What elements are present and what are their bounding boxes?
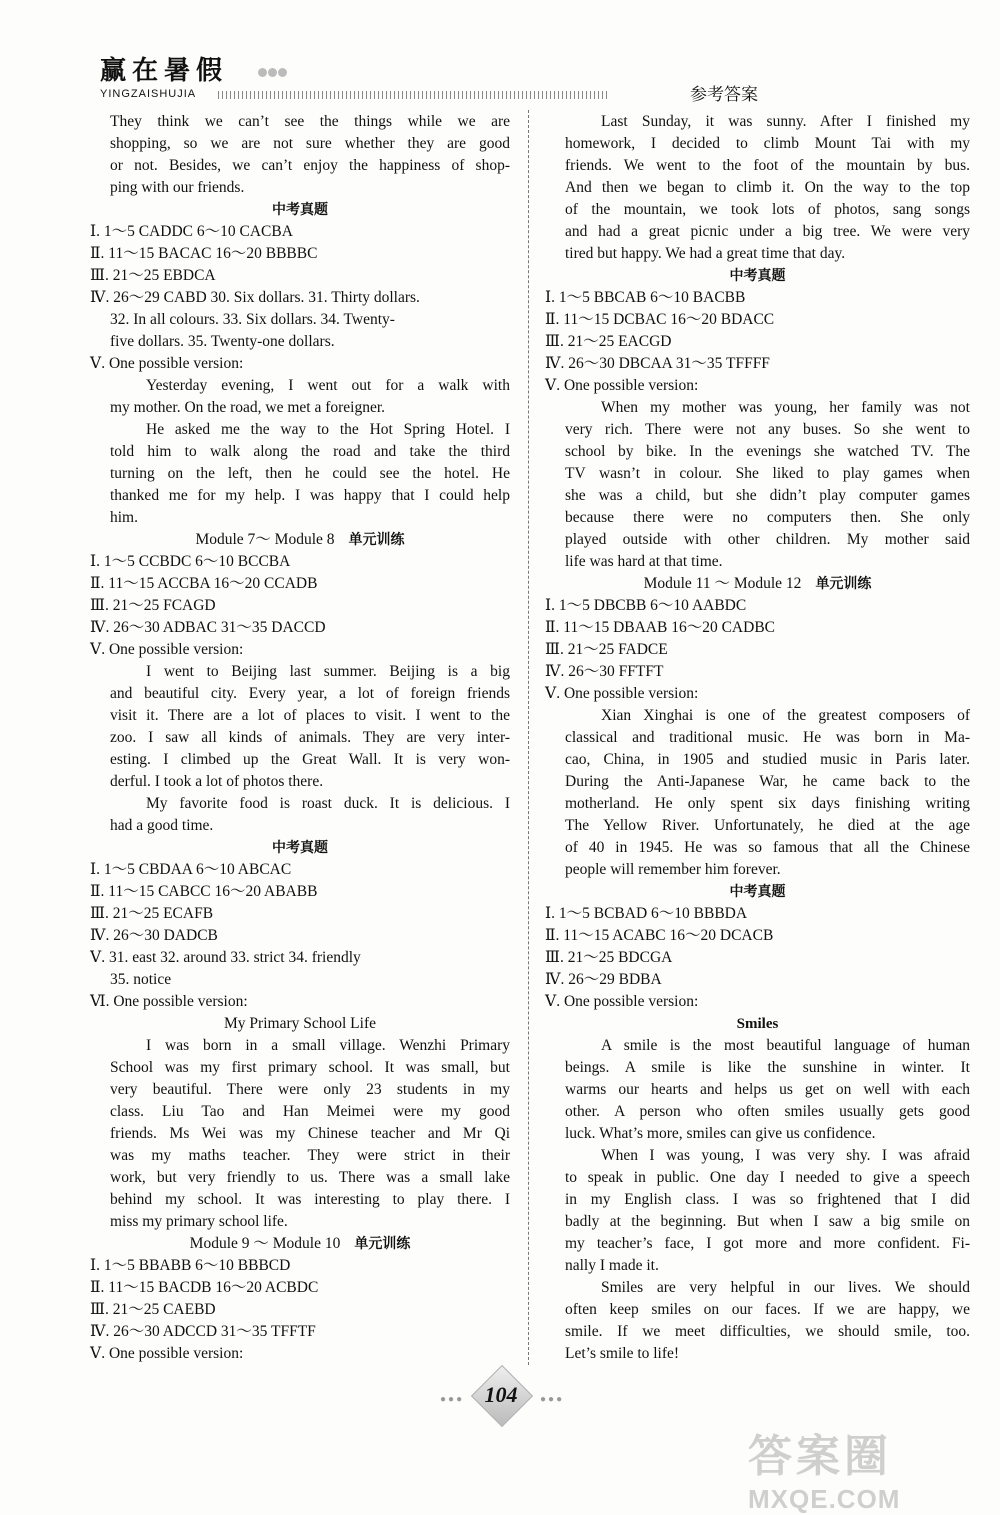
answer-line: 35. notice — [110, 971, 172, 988]
answer-line: Ⅴ. One possible version: — [90, 355, 244, 372]
essay-line: turning on the left, then he could see the hotel. He — [110, 465, 510, 482]
essay-line: beings. A smile is like the sunshine in winter. It — [565, 1059, 970, 1076]
essay-line: Xian Xinghai is one of the greatest composers of — [601, 707, 970, 724]
essay-line: zoo. I saw all kinds of animals. They are very inter- — [110, 729, 510, 746]
essay-line: friends. Ms Wei was my Chinese teacher and Mr Qi — [110, 1125, 510, 1142]
watermark — [748, 1420, 978, 1514]
page-number-text: 104 — [484, 1382, 518, 1407]
essay-line: and had a great picnic under a big tree. We were very — [565, 223, 970, 240]
answer-line: Ⅲ. 21～25 EACGD — [545, 333, 672, 350]
answer-line: Ⅲ. 21～25 BDCGA — [545, 949, 673, 966]
answer-line: Ⅴ. One possible version: — [90, 641, 244, 658]
essay-line: him. — [110, 509, 138, 526]
essay-line: Yesterday evening, I went out for a walk with — [146, 377, 510, 394]
essay-line: had a good time. — [110, 817, 214, 834]
answer-line: Ⅳ. 26～30 ADCCD 31～35 TFFTF — [90, 1323, 316, 1340]
section-heading: 中考真题 — [272, 202, 328, 218]
answer-line: Ⅲ. 21～25 CAEBD — [90, 1301, 216, 1318]
essay-line: my mother. On the road, we met a foreigner. — [110, 399, 386, 416]
answer-line: Ⅴ. One possible version: — [90, 1345, 244, 1362]
text-line: ping with our friends. — [110, 179, 245, 196]
essay-line: School was my first primary school. It was small, but — [110, 1059, 510, 1076]
module-range: Module 11 ～ Module 12 — [643, 575, 802, 592]
unit-label: 单元训练 — [348, 532, 405, 548]
answer-line: Ⅰ. 1～5 CADDC 6～10 CACBA — [90, 223, 293, 240]
column-divider — [528, 110, 529, 1365]
module-title — [90, 1233, 510, 1255]
watermark-logo: 答案圈 — [748, 1431, 892, 1482]
essay-line: Smiles are very helpful in our lives. We should — [601, 1279, 970, 1296]
essay-line: other. A person who often smiles usually gets good — [565, 1103, 970, 1120]
module-range: Module 9 ～ Module 10 — [189, 1235, 341, 1252]
essay-line: behind my school. It was interesting to play there. I — [110, 1191, 510, 1208]
page-title: 参考答案 — [690, 85, 758, 104]
essay-line: often keep smiles on our faces. If we are happy, we — [565, 1301, 970, 1318]
essay-line: my teacher’s face, I got more and more confident. Fi- — [565, 1235, 970, 1252]
essay-line: classical and traditional music. He was born in Ma- — [565, 729, 970, 746]
answer-line: Ⅱ. 11～15 ACABC 16～20 DCACB — [545, 927, 774, 944]
essay-line: very rich. There were not any buses. So she went to — [565, 421, 970, 438]
essay-line: My favorite food is roast duck. It is delicious. I — [146, 795, 510, 812]
essay-line: And then we began to climb it. On the way to the top — [565, 179, 970, 196]
essay-line: because there were no computers then. She only — [565, 509, 970, 526]
essay-line: played outside with other children. My mother said — [565, 531, 970, 548]
answer-line: Ⅲ. 21～25 FADCE — [545, 641, 668, 658]
brand-title: 赢在暑假 — [100, 56, 229, 85]
essay-line: very beautiful. There were only 23 students in my — [110, 1081, 510, 1098]
right-column — [545, 111, 970, 1365]
essay-line: I went to Beijing last summer. Beijing is a big — [146, 663, 510, 680]
essay-line: badly at the beginning. But when I saw a big smile on — [565, 1213, 970, 1230]
essay-line: told him to walk along the road and take the third — [110, 443, 510, 460]
page-header — [100, 58, 500, 102]
answer-line: Ⅰ. 1～5 BBCAB 6～10 BACBB — [545, 289, 746, 306]
unit-label: 单元训练 — [815, 576, 872, 592]
answer-line: Ⅱ. 11～15 CABCC 16～20 ABABB — [90, 883, 318, 900]
essay-line: When my mother was young, her family was not — [601, 399, 970, 416]
answer-line: Ⅴ. One possible version: — [545, 993, 699, 1010]
answer-line: Ⅳ. 26～30 ADBAC 31～35 DACCD — [90, 619, 326, 636]
essay-line: work, but very friendly to us. There was a small lake — [110, 1169, 510, 1186]
essay-line: TV wasn’t in colour. She liked to play games when — [565, 465, 970, 482]
essay-line: friends. We went to the foot of the mountain by bus. — [565, 157, 970, 174]
essay-line: in my English class. I was so frightened that I did — [565, 1191, 970, 1208]
essay-line: During the Anti-Japanese War, he came back to the — [565, 773, 970, 790]
section-heading: 中考真题 — [729, 884, 786, 900]
essay-line: When I was young, I was very shy. I was afraid — [601, 1147, 970, 1164]
brand-subtitle: YINGZAISHUJIA — [100, 88, 197, 100]
left-column — [90, 111, 510, 1365]
essay-line: people will remember him forever. — [565, 861, 781, 878]
module-title — [545, 573, 970, 595]
unit-label: 单元训练 — [354, 1236, 411, 1252]
essay-line: school by bike. In the evenings she watched TV. The — [565, 443, 970, 460]
text-line: or not. Besides, we can’t enjoy the happiness of shop- — [110, 157, 510, 174]
module-range: Module 7～ Module 8 — [195, 531, 335, 548]
answer-line: Ⅳ. 26～29 BDBA — [545, 971, 662, 988]
essay-line: and beautiful city. Every year, a lot of foreign friends — [110, 685, 510, 702]
answer-line: Ⅲ. 21～25 ECAFB — [90, 905, 214, 922]
answer-line: Ⅲ. 21～25 FCAGD — [90, 597, 216, 614]
answer-line: Ⅳ. 26～30 DBCAA 31～35 TFFFF — [545, 355, 770, 372]
answer-line: Ⅳ. 26～30 DADCB — [90, 927, 218, 944]
answer-line: 32. In all colours. 33. Six dollars. 34. Twenty- — [110, 311, 395, 328]
answer-line: Ⅱ. 11～15 ACCBA 16～20 CCADB — [90, 575, 318, 592]
essay-line: nally I made it. — [565, 1257, 659, 1274]
text-line: They think we can’t see the things while we are — [110, 113, 510, 130]
essay-line: I was born in a small village. Wenzhi Primary — [146, 1037, 510, 1054]
answer-line: Ⅰ. 1～5 CCBDC 6～10 BCCBA — [90, 553, 291, 570]
answer-line: Ⅰ. 1～5 DBCBB 6～10 AABDC — [545, 597, 747, 614]
essay-line: The Yellow River. Unfortunately, he died at the age — [565, 817, 970, 834]
answer-line: Ⅰ. 1～5 CBDAA 6～10 ABCAC — [90, 861, 292, 878]
section-heading: 中考真题 — [272, 840, 328, 856]
essay-line: visit it. There are a lot of places to visit. I went to the — [110, 707, 510, 724]
essay-line: of 40 in 1945. He was so famous that all the Chinese — [565, 839, 970, 856]
essay-line: warms our hearts and helps us get on well with each — [565, 1081, 970, 1098]
page-number — [466, 1372, 536, 1420]
header-rule — [218, 91, 608, 99]
answer-line: Ⅱ. 11～15 DCBAC 16～20 BDACC — [545, 311, 775, 328]
answer-line: Ⅰ. 1～5 BBABB 6～10 BBBCD — [90, 1257, 291, 1274]
answer-line: Ⅳ. 26～30 FFTFT — [545, 663, 664, 680]
essay-title: Smiles — [736, 1016, 779, 1032]
answer-line: Ⅴ. One possible version: — [545, 685, 699, 702]
page-dots-right: ●●● — [540, 1394, 565, 1405]
essay-line: Let’s smile to life! — [565, 1345, 680, 1362]
essay-line: smile. If we meet difficulties, we should smile, too. — [565, 1323, 970, 1340]
module-title — [90, 529, 510, 551]
answer-line: Ⅱ. 11～15 BACDB 16～20 ACBDC — [90, 1279, 319, 1296]
essay-title: My Primary School Life — [224, 1015, 376, 1032]
essay-line: class. Liu Tao and Han Meimei were my good — [110, 1103, 510, 1120]
essay-line: esting. I climbed up the Great Wall. It is very won- — [110, 751, 510, 768]
answer-line: Ⅵ. One possible version: — [90, 993, 248, 1010]
essay-line: tired but happy. We had a great time that day. — [565, 245, 846, 262]
answer-line: Ⅴ. One possible version: — [545, 377, 699, 394]
essay-line: miss my primary school life. — [110, 1213, 288, 1230]
essay-line: was my maths teacher. They were strict in their — [110, 1147, 510, 1164]
essay-line: to speak in public. One day I needed to give a speech — [565, 1169, 970, 1186]
section-heading: 中考真题 — [729, 268, 786, 284]
answer-line: five dollars. 35. Twenty-one dollars. — [110, 333, 335, 350]
answer-line: Ⅳ. 26～29 CABD 30. Six dollars. 31. Thirty dollars. — [90, 289, 420, 306]
essay-line: derful. I took a lot of photos there. — [110, 773, 324, 790]
essay-line: He asked me the way to the Hot Spring Hotel. I — [146, 421, 510, 438]
essay-line: cao, China, in 1905 and studied music in Paris later. — [565, 751, 970, 768]
essay-line: thanked me for my help. I was happy that I could help — [110, 487, 510, 504]
essay-line: homework, I decided to climb Mount Tai with my — [565, 135, 970, 152]
answer-line: Ⅱ. 11～15 BACAC 16～20 BBBBC — [90, 245, 318, 262]
essay-line: life was hard at that time. — [565, 553, 723, 570]
answer-line: Ⅴ. 31. east 32. around 33. strict 34. friendly — [90, 949, 361, 966]
essay-line: of the mountain, we took lots of photos, sang songs — [565, 201, 970, 218]
brand-dots-icon — [258, 64, 288, 78]
essay-line: she was a child, but she didn’t play computer games — [565, 487, 970, 504]
watermark-url: MXQE.COM — [748, 1484, 901, 1514]
essay-line: A smile is the most beautiful language of human — [601, 1037, 970, 1054]
answer-line: Ⅲ. 21～25 EBDCA — [90, 267, 216, 284]
page-dots-left: ●●● — [440, 1394, 465, 1405]
text-line: shopping, so we are not sure whether they are good — [110, 135, 510, 152]
essay-line: Last Sunday, it was sunny. After I finished my — [601, 113, 970, 130]
essay-line: luck. What’s more, smiles can give us confidence. — [565, 1125, 876, 1142]
answer-line: Ⅰ. 1～5 BCBAD 6～10 BBBDA — [545, 905, 748, 922]
answer-line: Ⅱ. 11～15 DBAAB 16～20 CADBC — [545, 619, 775, 636]
essay-line: motherland. He only spent six days finishing writing — [565, 795, 970, 812]
